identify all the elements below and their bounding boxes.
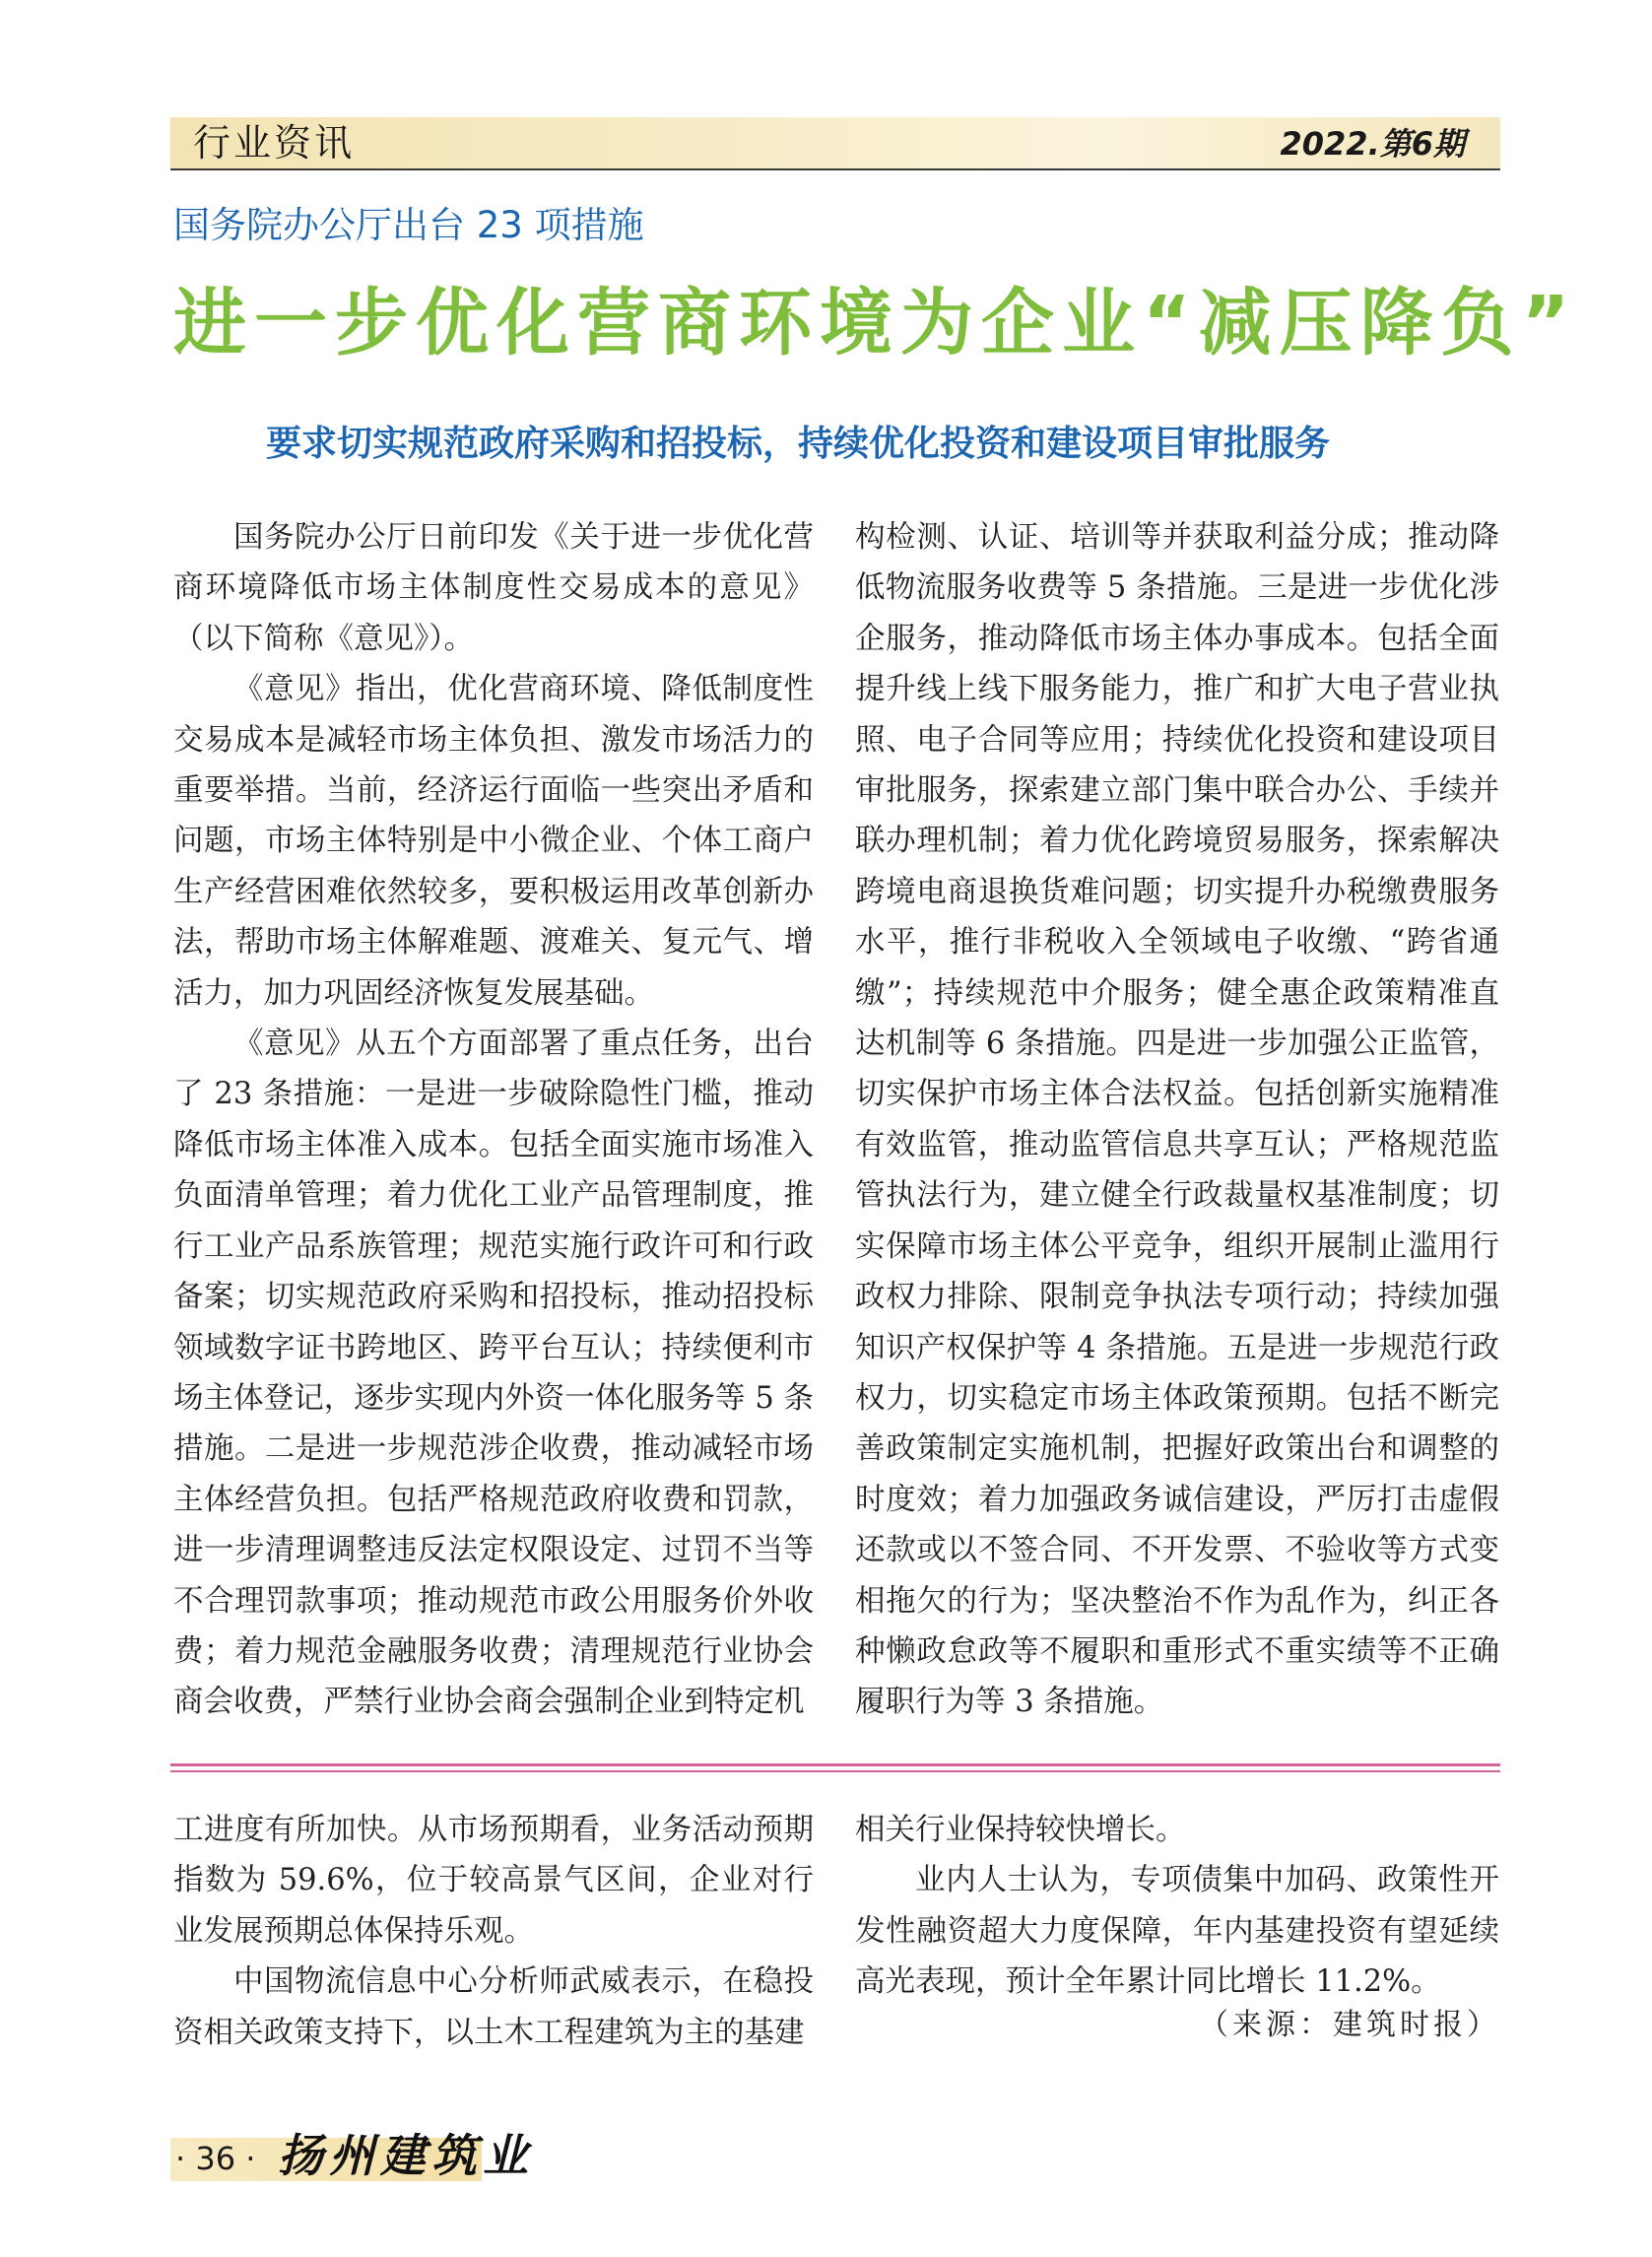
article2-column-left [173,1805,814,2058]
paragraph: 《意见》指出，优化营商环境、降低制度性交易成本是减轻市场主体负担、激发市场活力的重要举措。当前，经济运行面临一些突出矛盾和问题，市场主体特别是中小微企业、个体工商户生产经营困难依然较多，要积极运用改革创新办法，帮助市场主体解难题、渡难关、复元气、增活力，加力巩固经济恢复发展基础。 [173,672,814,1011]
article-subhead: 要求切实规范政府采购和招投标，持续优化投资和建设项目审批服务 [266,424,1331,464]
section-label: 行业资讯 [193,121,356,165]
article-kicker: 国务院办公厅出台 23 项措施 [173,204,644,246]
article-source: （来源：建筑时报） [1199,2008,1500,2042]
article2-column-right [855,1805,1499,2008]
paragraph: 工进度有所加快。从市场预期看，业务活动预期指数为 59.6%，位于较高景气区间，企业对行业发展预期总体保持乐观。 [173,1813,814,1949]
magazine-masthead: 扬州建筑业 [278,2129,534,2182]
article-column-left [173,512,814,1728]
paragraph: 国务院办公厅日前印发《关于进一步优化营商环境降低市场主体制度性交易成本的意见》（以下简称《意见》）。 [173,520,814,656]
page-number: · 36 · [175,2140,256,2177]
paragraph: 《意见》从五个方面部署了重点任务，出台了 23 条措施：一是进一步破除隐性门槛，推动降低市场主体准入成本。包括全面实施市场准入负面清单管理；着力优化工业产品管理制度，推行工业产品系族管理；规范实施行政许可和行政备案；切实规范政府采购和招投标，推动招投标领域数字证书跨地区、跨平台互认；持续便利市场主体登记，逐步实现内外资一体化服务等 5 条措施。二是进一步规范涉企收费，推动减轻市场主体经营负担。包括严格规范政府收费和罚款，进一步清理调整违反法定权限设定、过罚不当等不合理罚款事项；推动规范市政公用服务价外收费；着力规范金融服务收费；清理规范行业协会商会收费，严禁行业协会商会强制企业到特定机 [173,1027,814,1720]
issue-label: 2022.第6期 [1280,125,1465,163]
header-rule [170,168,1500,170]
paragraph: 业内人士认为，专项债集中加码、政策性开发性融资超大力度保障，年内基建投资有望延续高光表现，预计全年累计同比增长 11.2%。 [855,1863,1499,2000]
paragraph: 中国物流信息中心分析师武威表示，在稳投资相关政策支持下，以土木工程建筑为主的基建 [173,1964,814,2050]
article-headline: 进一步优化营商环境为企业“减压降负” [173,281,1578,365]
article-column-right [855,512,1499,1728]
paragraph: 相关行业保持较快增长。 [855,1813,1186,1847]
paragraph: 构检测、认证、培训等并获取利益分成；推动降低物流服务收费等 5 条措施。三是进一步优化涉企服务，推动降低市场主体办事成本。包括全面提升线上线下服务能力，推广和扩大电子营业执照、电子合同等应用；持续优化投资和建设项目审批服务，探索建立部门集中联合办公、手续并联办理机制；着力优化跨境贸易服务，探索解决跨境电商退换货难问题；切实提升办税缴费服务水平，推行非税收入全领域电子收缴、“跨省通缴”；持续规范中介服务；健全惠企政策精准直达机制等 6 条措施。四是进一步加强公正监管，切实保护市场主体合法权益。包括创新实施精准有效监管，推动监管信息共享互认；严格规范监管执法行为，建立健全行政裁量权基准制度；切实保障市场主体公平竞争，组织开展制止滥用行政权力排除、限制竞争执法专项行动；持续加强知识产权保护等 4 条措施。五是进一步规范行政权力，切实稳定市场主体政策预期。包括不断完善政策制定实施机制，把握好政策出台和调整的时度效；着力加强政务诚信建设，严厉打击虚假还款或以不签合同、不开发票、不验收等方式变相拖欠的行为；坚决整治不作为乱作为，纠正各种懒政怠政等不履职和重形式不重实绩等不正确履职行为等 3 条措施。 [855,520,1499,1720]
section-divider [170,1763,1500,1766]
section-divider [170,1770,1500,1772]
